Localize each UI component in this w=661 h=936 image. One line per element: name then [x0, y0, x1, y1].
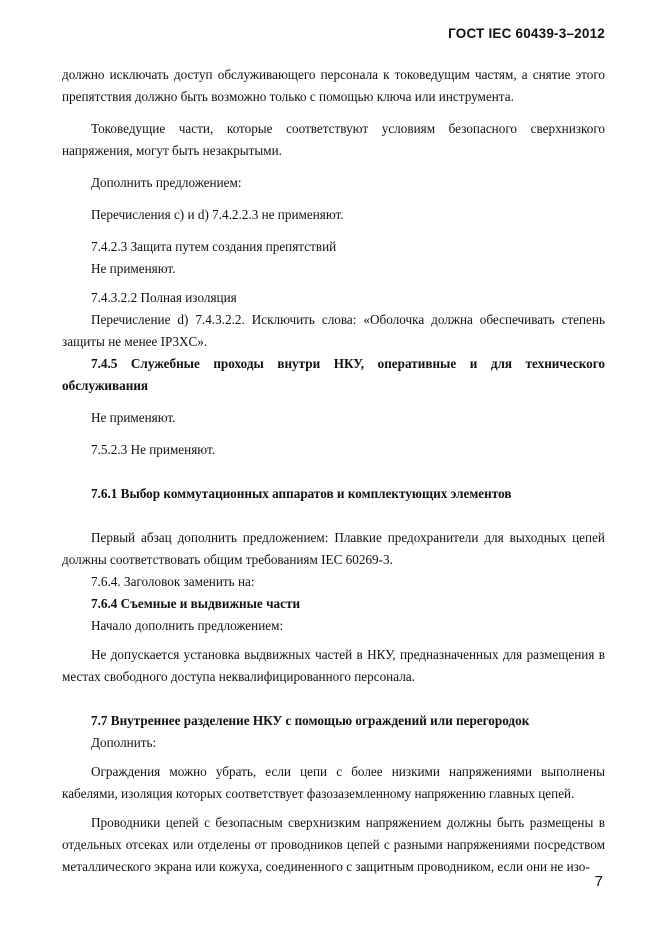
- paragraph: Проводники цепей с безопасным сверхнизким напряжением должны быть размещены в отдельных отсеках или отделены от проводников цепей с разными напряжениями посредством металлического экрана или кожуха, соединенного с защитным проводником, если они не изо-: [62, 815, 605, 874]
- paragraph: 7.4.2.3 Защита путем создания препятствий: [91, 239, 337, 254]
- paragraph: Первый абзац дополнить предложением: Плавкие предохранители для выходных цепей должны соответствовать общим требованиям IEC 60269-3.: [62, 530, 605, 567]
- paragraph: Не применяют.: [91, 410, 176, 425]
- paragraph: 7.6.4. Заголовок заменить на:: [91, 574, 255, 589]
- paragraph: Начало дополнить предложением:: [91, 618, 284, 633]
- paragraph: Перечисление d) 7.4.3.2.2. Исключить слова: «Оболочка должна обеспечивать степень защиты не менее IP3XC».: [62, 312, 605, 349]
- section-heading-7-6-4: 7.6.4 Съемные и выдвижные части: [91, 596, 301, 611]
- paragraph: 7.5.2.3 Не применяют.: [91, 442, 216, 457]
- page-number: 7: [594, 873, 603, 890]
- paragraph: Токоведущие части, которые соответствуют условиям безопасного сверхнизкого напряжения, могут быть незакрытыми.: [62, 121, 605, 158]
- paragraph: 7.4.3.2.2 Полная изоляция: [91, 290, 237, 305]
- paragraph: должно исключать доступ обслуживающего персонала к токоведущим частям, а снятие этого препятствия должно быть возможно только с помощью ключа или инструмента.: [62, 67, 605, 104]
- section-heading-7-4-5: 7.4.5 Служебные проходы внутри НКУ, оперативные и для технического обслуживания: [62, 356, 605, 393]
- document-body: [62, 64, 605, 878]
- paragraph: Не допускается установка выдвижных частей в НКУ, предназначенных для размещения в местах свободного доступа неквалифицированного персонала.: [62, 647, 605, 684]
- paragraph: Дополнить:: [91, 735, 157, 750]
- section-heading-7-6-1: 7.6.1 Выбор коммутационных аппаратов и комплектующих элементов: [91, 486, 512, 501]
- paragraph: Дополнить предложением:: [91, 175, 242, 190]
- paragraph: Перечисления c) и d) 7.4.2.2.3 не применяют.: [91, 207, 344, 222]
- document-header: ГОСТ IEC 60439-3–2012: [448, 26, 605, 41]
- section-heading-7-7: 7.7 Внутреннее разделение НКУ с помощью ограждений или перегородок: [91, 713, 530, 728]
- paragraph: Не применяют.: [91, 261, 176, 276]
- paragraph: Ограждения можно убрать, если цепи с более низкими напряжениями выполнены кабелями, изоляция которых соответствует фазозаземленному напряжению главных цепей.: [62, 764, 605, 801]
